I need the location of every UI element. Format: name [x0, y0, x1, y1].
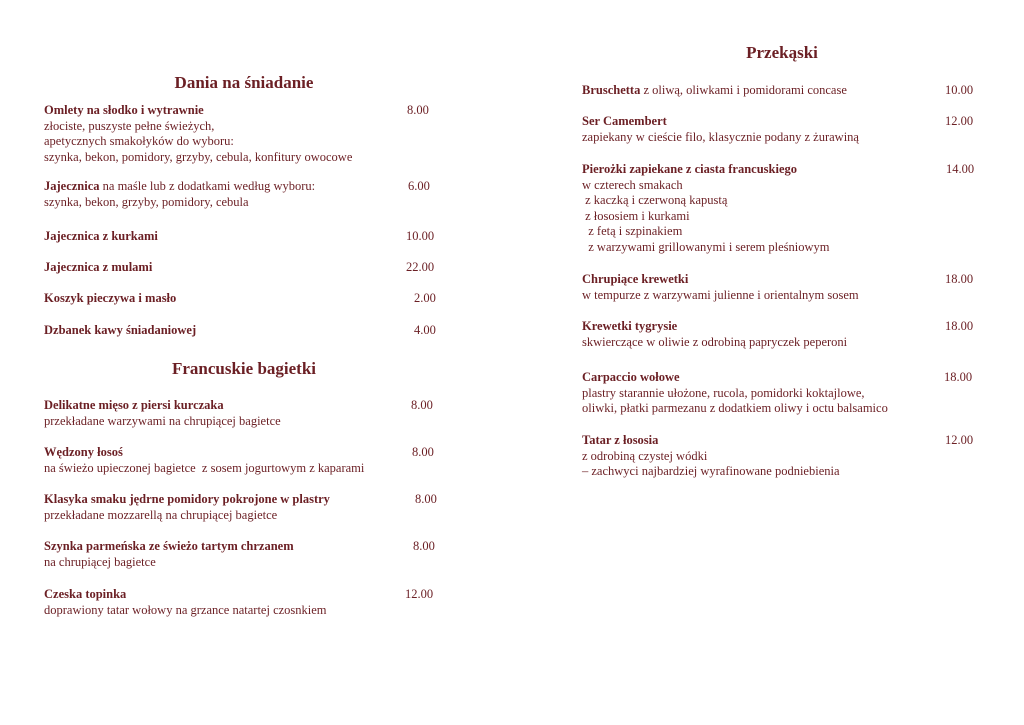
menu-item-price: 14.00 — [946, 162, 975, 176]
menu-item-description: z warzywami grillowanymi i serem pleśniowym — [582, 239, 830, 254]
menu-item-header — [582, 272, 982, 288]
menu-item-price: 18.00 — [944, 370, 973, 384]
menu-item-name: Jajecznica z mulami — [44, 260, 153, 274]
menu-item-price: 12.00 — [405, 587, 434, 601]
menu-item-description: apetycznych smakołyków do wyboru: — [44, 134, 234, 149]
menu-item-name: Ser Camembert — [582, 114, 667, 128]
menu-item-header — [44, 492, 444, 508]
menu-item-description: oliwki, płatki parmezanu z dodatkiem oliwy i octu balsamico — [582, 401, 888, 416]
menu-item-description: w tempurze z warzywami julienne i orientalnym sosem — [582, 287, 859, 302]
menu-item-header — [44, 179, 444, 195]
menu-item-price: 8.00 — [413, 539, 435, 553]
menu-item-price: 4.00 — [414, 323, 436, 337]
menu-item-description: z odrobiną czystej wódki — [582, 448, 708, 463]
menu-item-header — [582, 433, 982, 449]
menu-item-description: złociste, puszyste pełne świeżych, — [44, 118, 215, 133]
menu-item-name: Chrupiące krewetki — [582, 272, 689, 286]
menu-item-price: 22.00 — [406, 260, 435, 274]
menu-item-header — [44, 323, 444, 339]
menu-item-header — [582, 370, 982, 386]
menu-item-price: 18.00 — [945, 272, 974, 286]
menu-item-header — [44, 103, 444, 119]
menu-item — [582, 370, 982, 417]
menu-item-description: zapiekany w cieście filo, klasycznie podany z żurawiną — [582, 129, 859, 144]
menu-item — [582, 272, 982, 303]
menu-item-name: Czeska topinka — [44, 587, 127, 601]
menu-item-header — [44, 445, 444, 461]
section-title-breakfast: Dania na śniadanie — [174, 73, 314, 92]
menu-item-name: Szynka parmeńska ze świeżo tartym chrzanem — [44, 539, 294, 553]
menu-item-header — [44, 229, 444, 245]
menu-item-description: z fetą i szpinakiem — [582, 224, 683, 239]
menu-item-price: 12.00 — [945, 114, 974, 128]
menu-item — [44, 587, 444, 618]
menu-item-price: 10.00 — [406, 229, 435, 243]
menu-item-description: przekładane mozzarellą na chrupiącej bagietce — [44, 507, 278, 522]
menu-item-description: z kaczką i czerwoną kapustą — [582, 193, 728, 208]
menu-item-name: Carpaccio wołowe — [582, 370, 680, 384]
menu-item-inline-description: z oliwą, oliwkami i pomidorami concase — [640, 83, 847, 97]
menu-item-name: Krewetki tygrysie — [582, 319, 678, 333]
menu-item-inline-description: na maśle lub z dodatkami według wyboru: — [99, 179, 316, 193]
menu-item — [44, 229, 444, 245]
menu-item — [582, 114, 982, 145]
menu-item-name: Omlety na słodko i wytrawnie — [44, 103, 204, 117]
menu-item-header — [44, 587, 444, 603]
menu-item-name: Jajecznica — [44, 179, 100, 193]
menu-item — [44, 103, 444, 165]
menu-item-price: 8.00 — [412, 445, 434, 459]
menu-item-price: 18.00 — [945, 319, 974, 333]
menu-item-name: Wędzony łosoś — [44, 445, 123, 459]
menu-item-price: 10.00 — [945, 83, 974, 97]
menu-item — [44, 445, 444, 476]
menu-item — [44, 179, 444, 210]
menu-item-name: Delikatne mięso z piersi kurczaka — [44, 398, 224, 412]
menu-item-name: Bruschetta — [582, 83, 641, 97]
menu-item-description: doprawiony tatar wołowy na grzance natartej czosnkiem — [44, 602, 327, 617]
section-title-starters: Przekąski — [746, 43, 818, 62]
menu-item-description: plastry starannie ułożone, rucola, pomidorki koktajlowe, — [582, 385, 865, 400]
menu-item-description: przekładane warzywami na chrupiącej bagietce — [44, 413, 281, 428]
menu-item — [44, 323, 444, 339]
menu-item — [44, 291, 444, 307]
menu-item-name: Klasyka smaku jędrne pomidory pokrojone w plastry — [44, 492, 330, 506]
menu-item-description: na chrupiącej bagietce — [44, 554, 156, 569]
menu-item-description: – zachwyci najbardziej wyrafinowane podniebienia — [582, 464, 840, 479]
menu-item-description: w czterech smakach — [582, 177, 683, 192]
menu-item-name: Pierożki zapiekane z ciasta francuskiego — [582, 162, 798, 176]
menu-item-name: Tatar z łososia — [582, 433, 659, 447]
menu-item-header — [582, 319, 982, 335]
menu-item-price: 12.00 — [945, 433, 974, 447]
menu-item-price: 8.00 — [411, 398, 433, 412]
menu-item-description: z łososiem i kurkami — [582, 208, 690, 223]
menu-item-header — [44, 260, 444, 276]
menu-item — [44, 492, 444, 523]
menu-item-description: skwierczące w oliwie z odrobiną papryczek peperoni — [582, 334, 848, 349]
menu-item — [44, 398, 444, 429]
menu-item-header — [582, 83, 982, 99]
menu-item — [582, 433, 982, 480]
menu-item-price: 2.00 — [414, 291, 436, 305]
menu-item-header — [44, 539, 444, 555]
menu-item-name: Jajecznica z kurkami — [44, 229, 158, 243]
menu-item — [44, 260, 444, 276]
menu-item-header — [582, 114, 982, 130]
menu-item-description: szynka, bekon, pomidory, grzyby, cebula, konfitury owocowe — [44, 149, 353, 164]
menu-item-description: na świeżo upieczonej bagietce z sosem jogurtowym z kaparami — [44, 460, 365, 475]
menu-item-header — [44, 398, 444, 414]
menu-item-name: Koszyk pieczywa i masło — [44, 291, 177, 305]
menu-item-description: szynka, bekon, grzyby, pomidory, cebula — [44, 194, 249, 209]
menu-item-price: 8.00 — [415, 492, 437, 506]
section-title-baguettes: Francuskie bagietki — [171, 359, 317, 378]
menu-item — [44, 539, 444, 570]
menu-item-price: 6.00 — [408, 179, 430, 193]
menu-item — [582, 162, 982, 256]
menu-item-header — [582, 162, 982, 178]
menu-item-price: 8.00 — [407, 103, 429, 117]
menu-item — [582, 319, 982, 350]
menu-item — [582, 83, 982, 99]
menu-item-header — [44, 291, 444, 307]
menu-item-name: Dzbanek kawy śniadaniowej — [44, 323, 197, 337]
